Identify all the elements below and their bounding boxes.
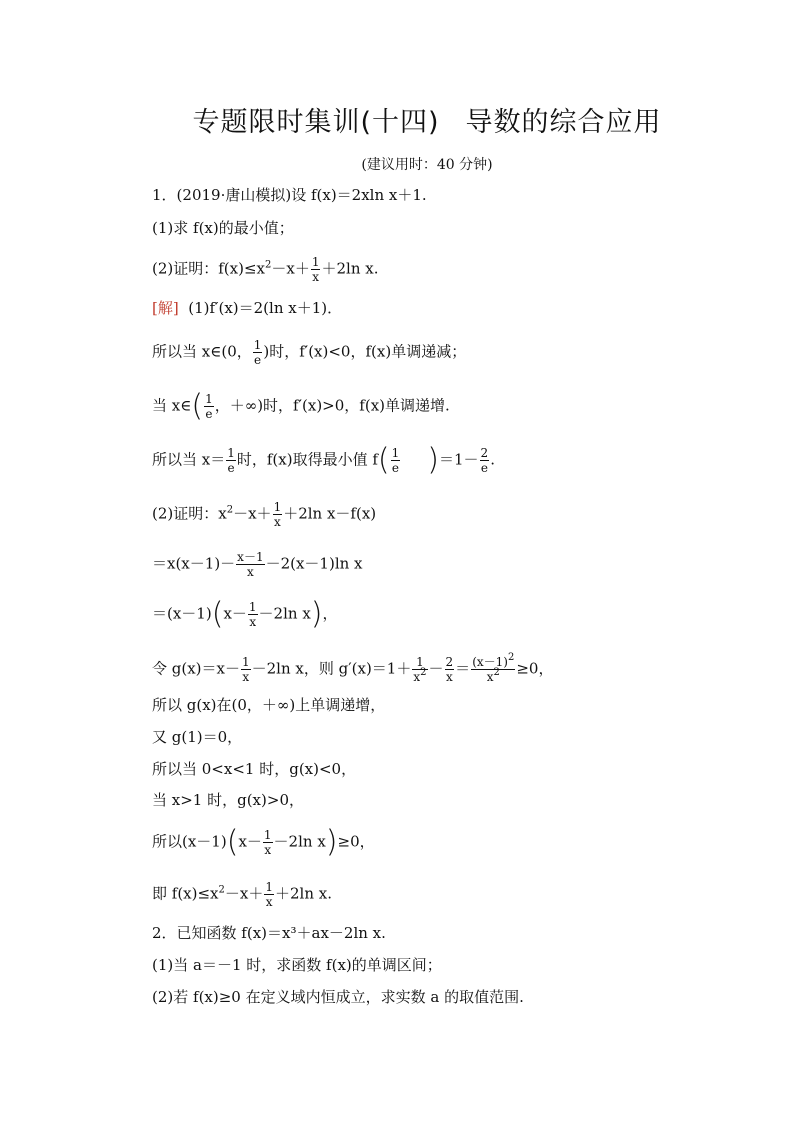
solution-tag: [解]: [152, 299, 179, 317]
exponent: 2: [493, 667, 500, 678]
solution-line-11: 所以当 0<x<1 时，g(x)<0，: [152, 760, 357, 778]
title-part-b: 导数的综合应用: [465, 107, 662, 138]
right-paren: ): [427, 442, 439, 478]
solution-text: x－: [223, 604, 247, 623]
solution-text: )时，f′(x)>0，f(x)单调递增.: [257, 396, 450, 415]
solution-text: ＝x(x－1)－: [152, 554, 236, 573]
numerator: 2: [480, 446, 489, 460]
solution-text: 所以当 x＝: [152, 450, 226, 469]
solution-line-12: 当 x>1 时，g(x)>0，: [152, 791, 304, 809]
solution-text: －2ln x: [273, 832, 326, 851]
solution-text: 令 g(x)＝x－: [152, 659, 240, 678]
solution-line-2: [152, 338, 466, 367]
solution-line-4: 所以当 x＝ $\frac{1}{e}$ 时，f(x)取得最小值 f( $\frac{1}{e}$ )＝1－ $\frac{2}{e}$ .: [152, 442, 495, 478]
q2-part2: (2)若 f(x)≥0 在定义域内恒成立，求实数 a 的取值范围.: [152, 988, 524, 1006]
denominator: x: [264, 843, 272, 857]
solution-line-6: [152, 550, 363, 579]
solution-text: ＋2ln x.: [275, 884, 332, 903]
fraction: [236, 550, 264, 579]
numerator: 1: [391, 446, 400, 460]
denominator: [471, 667, 515, 684]
solution-text: (1)f′(x)＝2(ln x＋1)．: [188, 299, 343, 317]
solution-text: )时，f′(x)<0，f(x)单调递减；: [263, 342, 467, 361]
solution-text: －2(x－1)ln x: [265, 554, 363, 573]
q1-part2: [152, 255, 378, 284]
fraction: [226, 446, 236, 475]
exponent: 2: [218, 884, 225, 896]
denominator: x: [312, 270, 320, 284]
right-paren: ): [310, 596, 323, 632]
q1-part2-text: －x＋: [271, 259, 310, 278]
solution-text: ＝1－: [439, 450, 479, 469]
denominator: e: [391, 461, 400, 475]
numerator: 1: [253, 338, 262, 352]
solution-text: x－: [238, 832, 262, 851]
fraction: [445, 655, 455, 684]
solution-text: 所以当 x∈: [152, 342, 222, 361]
numerator: 1: [227, 446, 235, 460]
left-paren: (: [191, 388, 204, 424]
denominator: x: [242, 670, 250, 684]
solution-line-13: [152, 824, 375, 860]
numerator: 1: [242, 655, 250, 669]
q2-stem: 2．已知函数 f(x)＝x³＋ax－2ln x.: [152, 924, 386, 942]
fraction: [412, 655, 427, 684]
numerator: 1: [265, 880, 273, 894]
exponent: 2: [507, 652, 515, 663]
numerator: 2: [445, 655, 454, 669]
q1-stem: 1．(2019·唐山模拟)设 f(x)＝2xln x＋1.: [152, 186, 427, 204]
solution-line-5: [152, 500, 376, 529]
denominator: e: [205, 407, 213, 421]
solution-text: ，＋∞: [214, 396, 258, 415]
numerator: 1: [412, 655, 427, 670]
base: x: [486, 670, 494, 684]
fraction: [204, 392, 214, 421]
solution-line-14: [152, 880, 332, 909]
numerator: x－1: [237, 550, 264, 564]
fraction: [264, 880, 274, 909]
suggested-time: (建议用时：40 分钟): [361, 157, 493, 173]
denominator: x: [445, 670, 453, 684]
fraction: [241, 655, 251, 684]
solution-text: ＋2ln x－f(x): [283, 504, 377, 523]
numerator: 1: [205, 392, 213, 406]
q2-part1: (1)当 a＝－1 时，求函数 f(x)的单调区间；: [152, 956, 442, 974]
left-paren: (: [226, 824, 239, 860]
solution-line-7: [152, 596, 338, 632]
page-title: [0, 100, 794, 139]
denominator: x: [246, 565, 254, 579]
base: (x－1): [472, 655, 508, 669]
exponent: 2: [226, 504, 234, 516]
title-part-a: 专题限时集训(十四): [192, 107, 440, 138]
exponent: 2: [420, 667, 427, 678]
denominator: e: [227, 461, 235, 475]
interval-open: (0，: [221, 342, 252, 361]
denominator: x: [265, 895, 273, 909]
right-paren: ): [325, 824, 338, 860]
q1-part2-text: (2)证明：f(x)≤x: [152, 259, 265, 278]
denominator: x: [249, 615, 257, 629]
solution-text: ≥0，: [516, 659, 554, 678]
solution-line-10: 又 g(1)＝0，: [152, 728, 243, 746]
solution-text: ≥0，: [337, 832, 375, 851]
solution-line-3: [152, 388, 450, 424]
fraction: [253, 338, 263, 367]
solution-text: －x＋: [233, 504, 272, 523]
solution-text: ，: [322, 604, 338, 623]
left-paren: (: [377, 442, 390, 478]
solution-text: －x＋: [224, 884, 264, 903]
denominator: e: [480, 461, 488, 475]
solution-text: 即 f(x)≤x: [152, 884, 219, 903]
solution-text: 时，f(x)取得最小值 f: [236, 450, 378, 469]
numerator: 1: [273, 500, 282, 514]
denominator: x: [273, 515, 281, 529]
solution-line-1: [152, 298, 342, 318]
numerator: 1: [263, 828, 272, 842]
solution-line-9: 所以 g(x)在(0，＋∞)上单调递增，: [152, 696, 386, 714]
left-paren: (: [211, 596, 224, 632]
fraction: [480, 446, 490, 475]
solution-text: －2ln x: [258, 604, 311, 623]
q1-part1: (1)求 f(x)的最小值；: [152, 219, 294, 237]
q1-part2-text: ＋2ln x.: [321, 259, 379, 278]
solution-line-8: 令 g(x)＝x－ $\frac{1}{x}$ －2ln x，则 g′(x)＝1＋ $\frac{1}{x^2}$ － $\frac{2}{x}$ ＝ $\frac{(x-1)^2}{x^2}$ ≥0，: [152, 652, 554, 684]
fraction: [263, 828, 273, 857]
base: x: [413, 670, 421, 684]
fraction: [311, 255, 321, 284]
numerator: 1: [248, 600, 257, 614]
fraction: [391, 446, 401, 475]
denominator: e: [254, 353, 262, 367]
fraction: [248, 600, 258, 629]
solution-text: ＝(x－1): [152, 604, 212, 623]
fraction: [273, 500, 283, 529]
denominator: [412, 667, 427, 684]
solution-text: 所以(x－1): [152, 832, 227, 851]
exponent: 2: [265, 259, 272, 271]
numerator: 1: [311, 255, 320, 269]
fraction: [471, 652, 515, 684]
solution-text: (2)证明：x: [152, 504, 227, 523]
solution-text: 当 x∈: [152, 396, 192, 415]
solution-text: －2ln x，则 g′(x)＝1＋: [251, 659, 412, 678]
